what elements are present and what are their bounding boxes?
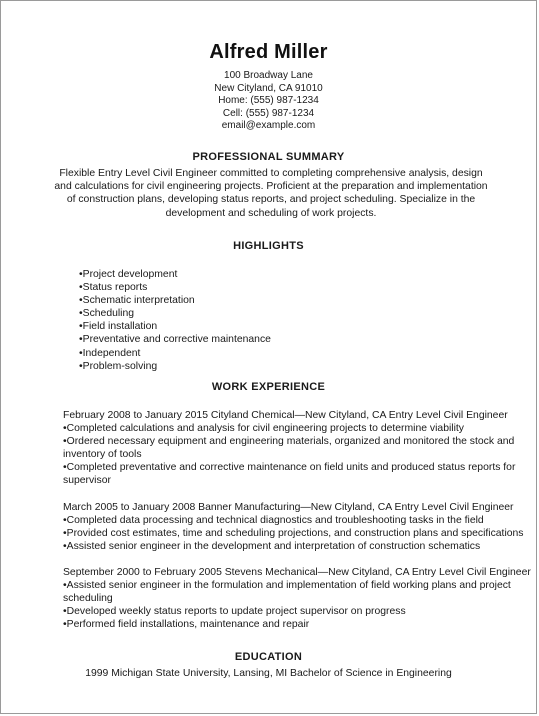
highlight-item: •Preventative and corrective maintenance — [79, 334, 271, 346]
education-title: EDUCATION — [234, 651, 303, 663]
highlight-item: •Project development — [79, 269, 178, 280]
job-bullet: •Assisted senior engineer in the development and interpretation of construction schematics — [63, 541, 481, 553]
highlight-item: •Scheduling — [79, 308, 135, 320]
address-line-1: 100 Broadway Lane — [224, 70, 313, 81]
highlights-title: HIGHLIGHTS — [233, 240, 304, 252]
highlights-list — [79, 268, 271, 373]
job-entry — [63, 566, 539, 631]
job-header: February 2008 to January 2015 Cityland Chemical—New Cityland, CA Entry Level Civil Engineer — [63, 410, 508, 421]
job-bullet: •Ordered necessary equipment and engineering materials, organized and monitored the stock and inventory of tools — [63, 436, 515, 461]
highlight-item: •Problem-solving — [79, 360, 158, 372]
job-bullet: •Assisted senior engineer in the formulation and implementation of field working plans and project scheduling — [63, 580, 511, 605]
job-header: September 2000 to February 2005 Stevens Mechanical—New Cityland, CA Entry Level Civil Engineer — [63, 567, 531, 578]
job-header: March 2005 to January 2008 Banner Manufacturing—New Cityland, CA Entry Level Civil Engineer — [63, 502, 514, 513]
highlight-item: •Independent — [79, 347, 141, 359]
summary-title: PROFESSIONAL SUMMARY — [192, 151, 345, 163]
highlight-item: •Schematic interpretation — [79, 295, 195, 307]
highlight-item: •Field installation — [79, 321, 158, 333]
home-phone: Home: (555) 987-1234 — [218, 95, 319, 107]
education-entry: 1999 Michigan State University, Lansing, MI Bachelor of Science in Engineering — [85, 668, 452, 679]
address-line-2: New Cityland, CA 91010 — [214, 82, 323, 94]
candidate-name: Alfred Miller — [209, 41, 328, 63]
summary-text: Flexible Entry Level Civil Engineer committed to completing comprehensive analysis, design and calculations for civil engineering projects. Proficient at the preparation and implementation of construction plans, developing status reports, and project scheduling. Specialize in the development and scheduling of work projects. — [54, 168, 488, 219]
job-entry — [63, 501, 539, 553]
cell-phone: Cell: (555) 987-1234 — [222, 107, 315, 119]
highlight-item: •Status reports — [79, 282, 148, 294]
job-bullet: •Completed data processing and technical diagnostics and troubleshooting tasks in the field — [63, 515, 484, 527]
email: email@example.com — [221, 120, 316, 132]
job-bullet: •Performed field installations, maintenance and repair — [63, 619, 310, 631]
job-bullet: •Completed preventative and corrective maintenance on field units and produced status reports for supervisor — [63, 462, 516, 487]
contact-block — [1, 70, 536, 133]
job-bullet: •Developed weekly status reports to update project supervisor on progress — [63, 606, 406, 618]
job-bullet: •Provided cost estimates, time and scheduling projections, and construction plans and specifications — [63, 528, 524, 540]
experience-title: WORK EXPERIENCE — [211, 381, 326, 393]
job-bullet: •Completed calculations and analysis for civil engineering projects to determine viability — [63, 423, 464, 435]
job-entry — [63, 409, 539, 488]
